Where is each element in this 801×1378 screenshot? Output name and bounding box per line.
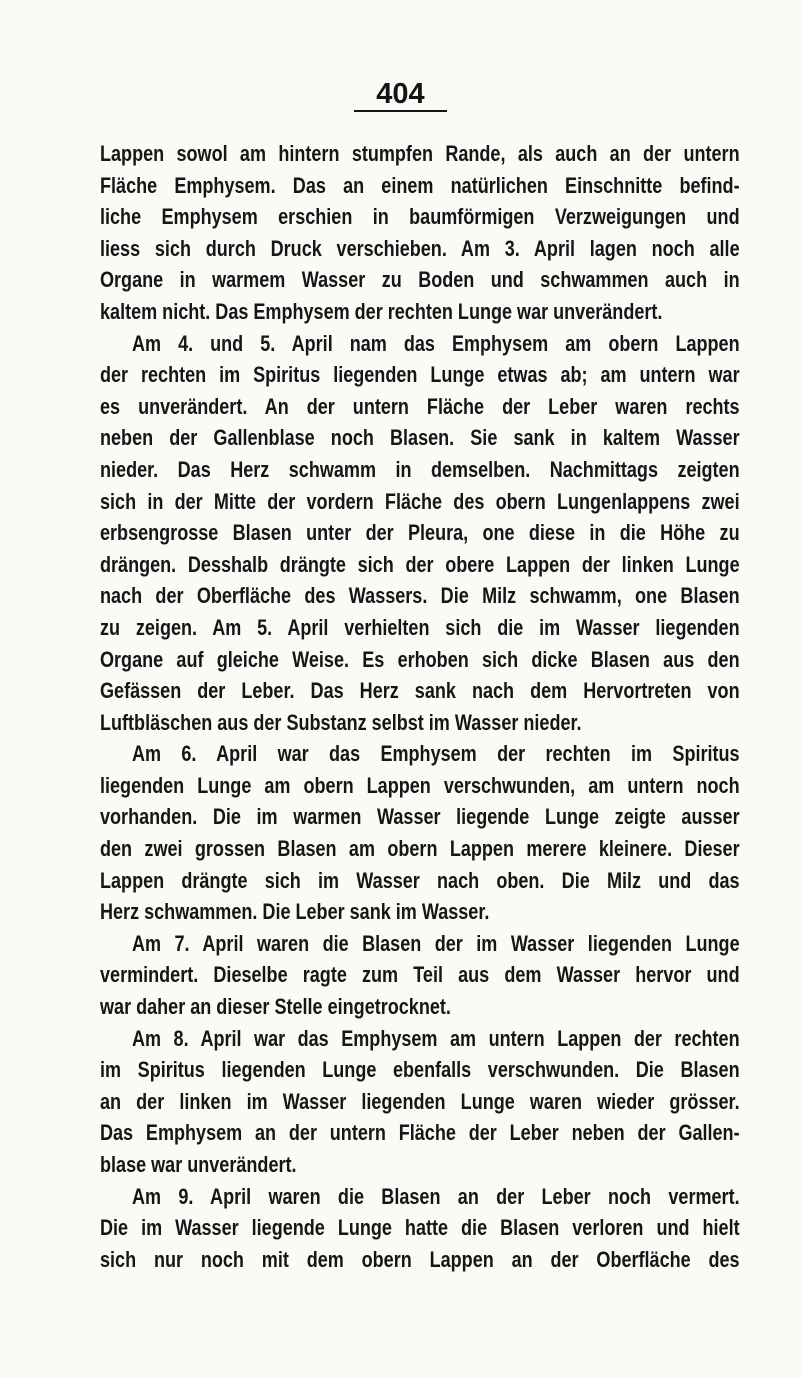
text-line: Herz schwammen. Die Leber sank im Wasser. <box>100 899 490 925</box>
text-line: sich nur noch mit dem obern Lappen an der Oberfläche des <box>100 1246 740 1272</box>
text-line: es unverändert. An der untern Fläche der Leber waren rechts <box>100 393 740 419</box>
text-line: Organe auf gleiche Weise. Es erhoben sich dicke Blasen aus den <box>100 646 740 672</box>
text-line: nach der Oberfläche des Wassers. Die Milz schwamm, one Blasen <box>100 583 740 609</box>
text-line: liegenden Lunge am obern Lappen verschwunden, am untern noch <box>100 772 740 798</box>
text-line: Lappen sowol am hintern stumpfen Rande, als auch an der untern <box>100 141 740 166</box>
body-text <box>100 138 740 1275</box>
text-line: der rechten im Spiritus liegenden Lunge etwas ab; am untern war <box>100 362 740 388</box>
text-line: im Spiritus liegenden Lunge ebenfalls verschwunden. Die Blasen <box>100 1057 740 1083</box>
text-line: Am 8. April war das Emphysem am untern Lappen der rechten <box>131 1025 740 1051</box>
page-number-text: 404 <box>354 79 446 112</box>
text-line: Das Emphysem an der untern Fläche der Leber neben der Gallen- <box>100 1120 740 1146</box>
text-line: Lappen drängte sich im Wasser nach oben. Die Milz und das <box>100 867 740 893</box>
text-line: drängen. Desshalb drängte sich der obere Lappen der linken Lunge <box>100 551 740 577</box>
page-number <box>0 78 801 112</box>
text-line: Am 9. April waren die Blasen an der Leber noch vermert. <box>131 1183 740 1209</box>
text-line: blase war unverändert. <box>100 1152 297 1177</box>
text-line: sich in der Mitte der vordern Fläche des obern Lungenlappens zwei <box>100 488 740 514</box>
text-line: Luftbläschen aus der Substanz selbst im Wasser nieder. <box>100 709 582 735</box>
text-line: erbsengrosse Blasen unter der Pleura, one diese in die Höhe zu <box>100 520 740 546</box>
text-line: Am 6. April war das Emphysem der rechten im Spiritus <box>131 741 740 767</box>
text-line: vermindert. Dieselbe ragte zum Teil aus dem Wasser hervor und <box>100 962 740 988</box>
text-line: Am 7. April waren die Blasen der im Wasser liegenden Lunge <box>131 930 740 956</box>
text-line: den zwei grossen Blasen am obern Lappen merere kleinere. Dieser <box>100 836 740 862</box>
text-line: kaltem nicht. Das Emphysem der rechten Lunge war unverändert. <box>100 298 663 324</box>
text-line: Fläche Emphysem. Das an einem natürlichen Einschnitte befind- <box>100 172 740 198</box>
text-line: zu zeigen. Am 5. April verhielten sich die im Wasser liegenden <box>100 614 740 640</box>
text-line: Organe in warmem Wasser zu Boden und schwammen auch in <box>100 267 740 293</box>
text-line: liess sich durch Druck verschieben. Am 3. April lagen noch alle <box>100 235 740 261</box>
text-line: Die im Wasser liegende Lunge hatte die Blasen verloren und hielt <box>100 1215 740 1241</box>
text-line: nieder. Das Herz schwamm in demselben. Nachmittags zeigten <box>100 456 740 482</box>
text-line: liche Emphysem erschien in baumförmigen Verzweigungen und <box>100 204 740 230</box>
text-line: an der linken im Wasser liegenden Lunge waren wieder grösser. <box>100 1088 740 1114</box>
text-line: Am 4. und 5. April nam das Emphysem am obern Lappen <box>131 330 740 356</box>
text-line: neben der Gallenblase noch Blasen. Sie sank in kaltem Wasser <box>100 425 740 451</box>
text-line: war daher an dieser Stelle eingetrocknet. <box>100 994 451 1020</box>
text-line: vorhanden. Die im warmen Wasser liegende Lunge zeigte ausser <box>100 804 740 830</box>
text-line: Gefässen der Leber. Das Herz sank nach dem Hervortreten von <box>100 678 740 704</box>
